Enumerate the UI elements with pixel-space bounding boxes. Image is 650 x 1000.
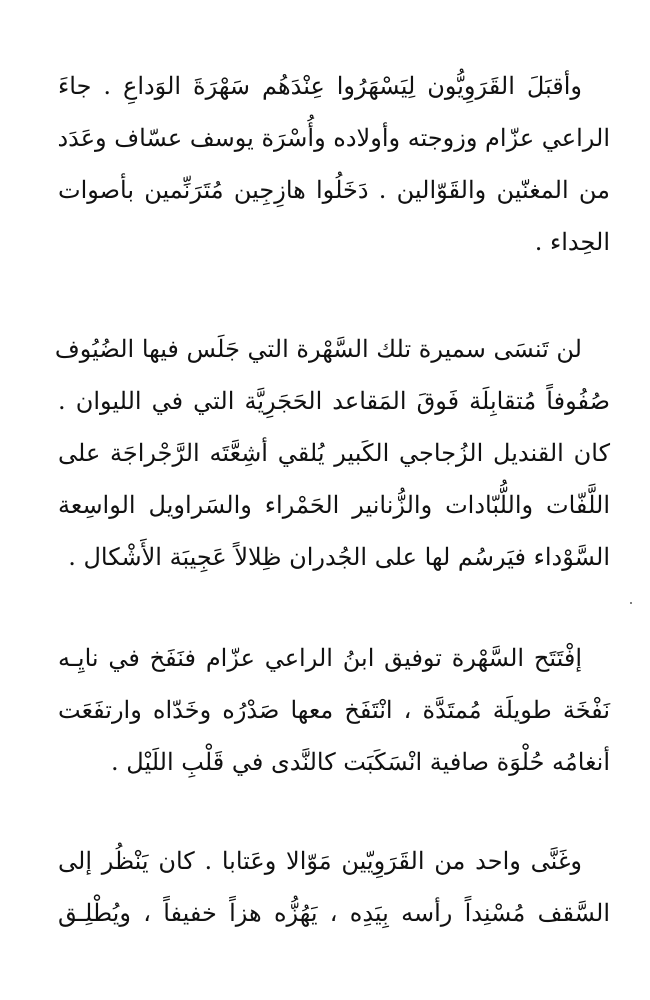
paragraph-2 (54, 323, 610, 583)
text-line: اللَّفّات واللُّبّادات والزُّنانير الحَمْراء والسَراويل الواسِعة (58, 491, 610, 519)
text-line: السَّقف مُسْنِداً رأسه بِيَدِه ، يَهُزُّه هزاً خفيفاً ، ويُطْلِـق (58, 899, 610, 927)
paragraph-1 (58, 60, 610, 268)
text-line: الراعي عزّام وزوجته وأولاده وأُسْرَة يوسف عسّاف وعَدَد (57, 124, 610, 152)
paragraph-4 (58, 835, 610, 939)
text-line: الحِداء . (534, 228, 610, 256)
text-line: كان القنديل الزُجاجي الكَبير يُلقي أشِعَّتَه الرَّجْراجَة على (58, 439, 610, 467)
text-line: السَّوْداء فيَرسُم لها على الجُدران ظِلالاً عَجِيبَة الأَشْكال . (68, 543, 610, 571)
text-line: لن تَنسَى سميرة تلك السَّهْرة التي جَلَس فيها الضُيُوف (54, 335, 582, 363)
paragraph-3 (58, 632, 610, 788)
paper-speck (630, 602, 632, 604)
text-line: وأقبَلَ القَرَوِيُّون لِيَسْهَرُوا عِنْدَهُم سَهْرَةَ الوَداعِ . جاءَ (58, 72, 582, 100)
text-line: من المغنّين والقَوّالين . دَخَلُوا هازِجِين مُتَرَنِّمين بأصوات (58, 176, 610, 204)
text-line: وغَنَّى واحد من القَرَوِيّين مَوّالا وعَتابا . كان يَنْظُر إلى (58, 847, 582, 875)
text-line: نَفْخَة طويلَة مُمتَدَّة ، انْتَفَخ معها صَدْرُه وخَدّاه وارتفَعَت (58, 696, 610, 724)
text-line: صُفُوفاً مُتقابِلَة فَوقَ المَقاعد الحَجَرِيَّة التي في الليوان . (58, 387, 610, 415)
text-line: أنغامُه حُلْوَة صافية انْسَكَبَت كالنَّدى في قَلْبِ اللَيْل . (111, 748, 610, 776)
text-line: إفْتَتَح السَّهْرة توفيق ابنُ الراعي عزّام فنَفَخ في نايِـه (58, 644, 582, 672)
